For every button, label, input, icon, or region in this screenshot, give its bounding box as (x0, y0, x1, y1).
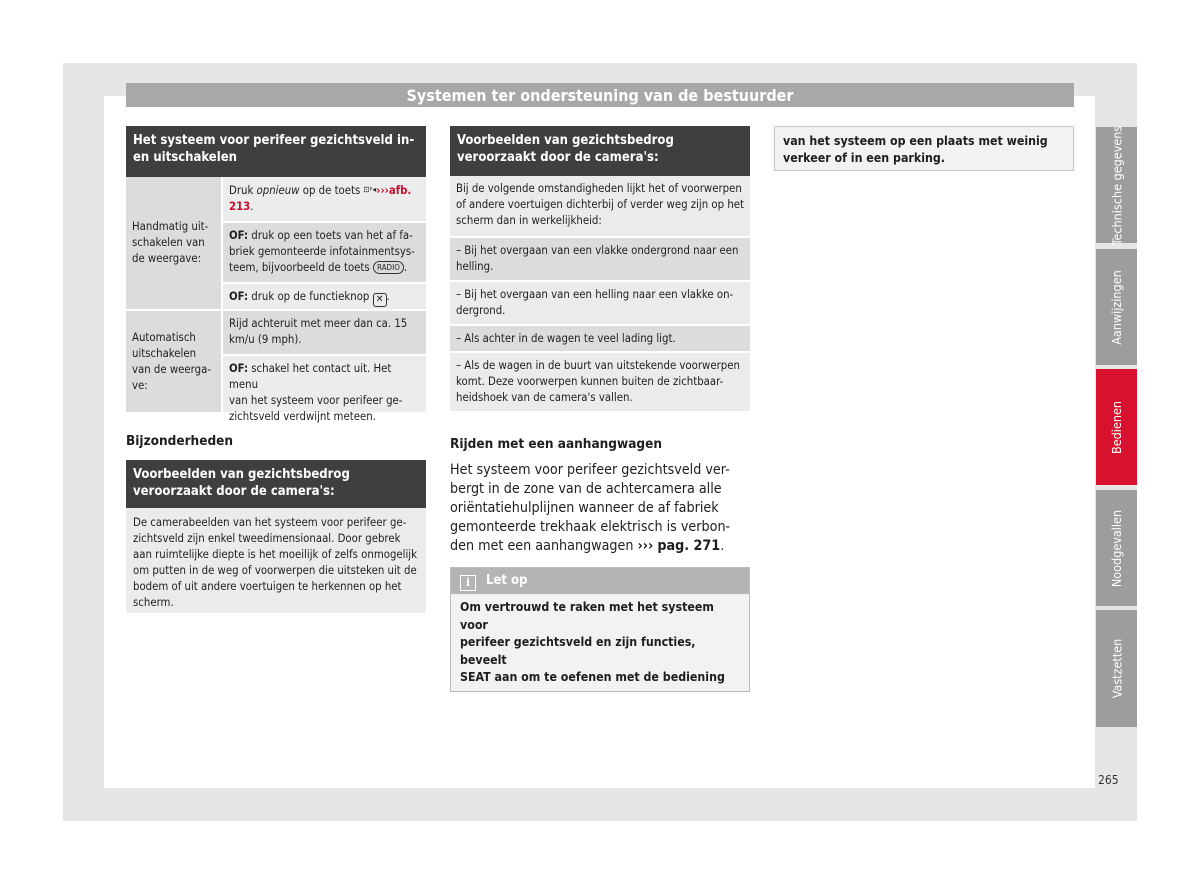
close-key-icon: ✕ (373, 293, 387, 307)
table-row (126, 177, 426, 309)
trailer-paragraph: Het systeem voor perifeer gezichtsveld ver- bergt in de zone van de achtercamera alle oriëntatiehulplijnen wanneer de af fabriek gemonteerde trekhaak elektrisch is verbon- den met een aanhangwagen ››› pag. 271. (450, 462, 731, 554)
tab-technische-gegevens[interactable]: Technische gegevens (1096, 127, 1137, 243)
tab-noodgevallen[interactable]: Noodgevallen (1096, 490, 1137, 606)
list-item: – Bij het overgaan van een helling naar een vlakke on- dergrond. (450, 280, 750, 324)
list-item: – Als de wagen in de buurt van uitstekende voorwerpen komt. Deze voorwerpen kunnen buiten de zichtbaar- heidshoek van de camera's vallen. (450, 351, 750, 411)
figure-reference-link[interactable]: afb. 213 (229, 184, 412, 213)
instruction-cell: Rijd achteruit met meer dan ca. 15 km/u (9 mph). (221, 311, 426, 354)
note-header: i Let op (451, 568, 749, 594)
list-item: – Als achter in de wagen te veel lading ligt. (450, 324, 750, 351)
instruction-cell: Druk opnieuw op de toets ⊡ᵖ◂›››afb. 213. (221, 177, 426, 221)
illusion-box-left (126, 460, 426, 613)
note-box (450, 567, 750, 692)
box-title: Voorbeelden van gezichtsbedrog veroorzaakt door de camera's: (450, 126, 750, 176)
row-label-automatic: Automatisch uitschakelen van de weergа- ve: (126, 311, 221, 412)
section-heading-trailer: Rijden met een aanhangwagen (450, 436, 662, 452)
instruction-cell: OF: schakel het contact uit. Het menu van het systeem voor perifeer ge- zichtsveld verdwijnt meteen. (221, 354, 426, 412)
illusion-box-middle (450, 126, 750, 411)
camera-button-icon: ⊡ᵖ◂ (363, 185, 377, 194)
list-item: Bij de volgende omstandigheden lijkt het of voorwerpen of andere voertuigen dichterbij of verder weg zijn op het scherm dan in werkelijkheid: (450, 176, 750, 236)
row-label-manual: Handmatig uit- schakelen van de weergave: (126, 177, 221, 309)
tab-vastzetten[interactable]: Vastzetten (1096, 610, 1137, 727)
info-icon: i (460, 575, 476, 591)
table-title: Het systeem voor perifeer gezichtsveld in- en uitschakelen (126, 126, 426, 177)
list-item: – Bij het overgaan van een vlakke ondergrond naar een helling. (450, 236, 750, 280)
note-body: Om vertrouwd te raken met het systeem voor perifeer gezichtsveld en zijn functies, beveelt SEAT aan om te oefenen met de bediening (451, 594, 749, 691)
table-row (126, 309, 426, 423)
note-continuation: van het systeem op een plaats met weinig verkeer of in een parking. (774, 126, 1074, 171)
instruction-cell: OF: druk op een toets van het af fa- briek gemonteerde infotainmentsys- teem, bijvoorbeeld de toets RADIO . (221, 221, 426, 282)
page-title: Systemen ter ondersteuning van de bestuurder (126, 83, 1074, 107)
page-number: 265 (1098, 773, 1119, 787)
instruction-cell: OF: druk op de functieknop ✕ . (221, 282, 426, 309)
tab-aanwijzingen[interactable]: Aanwijzingen (1096, 249, 1137, 365)
box-title: Voorbeelden van gezichtsbedrog veroorzaakt door de camera's: (126, 460, 426, 508)
section-heading-details: Bijzonderheden (126, 433, 234, 449)
switch-table (126, 126, 426, 423)
radio-key-icon: RADIO (373, 261, 404, 274)
box-body: De camerabeelden van het systeem voor perifeer ge- zichtsveld zijn enkel tweedimensionaal. Door gebrek aan ruimtelijke diepte is het moeilijk of zelfs onmogelijk om putten in de weg of voorwerpen die uitsteken uit de bodem of uit andere voertuigen te herkennen op het scherm. (126, 508, 426, 613)
tab-bedienen[interactable]: Bedienen (1096, 369, 1137, 485)
page-reference-link[interactable]: pag. 271 (657, 538, 721, 554)
